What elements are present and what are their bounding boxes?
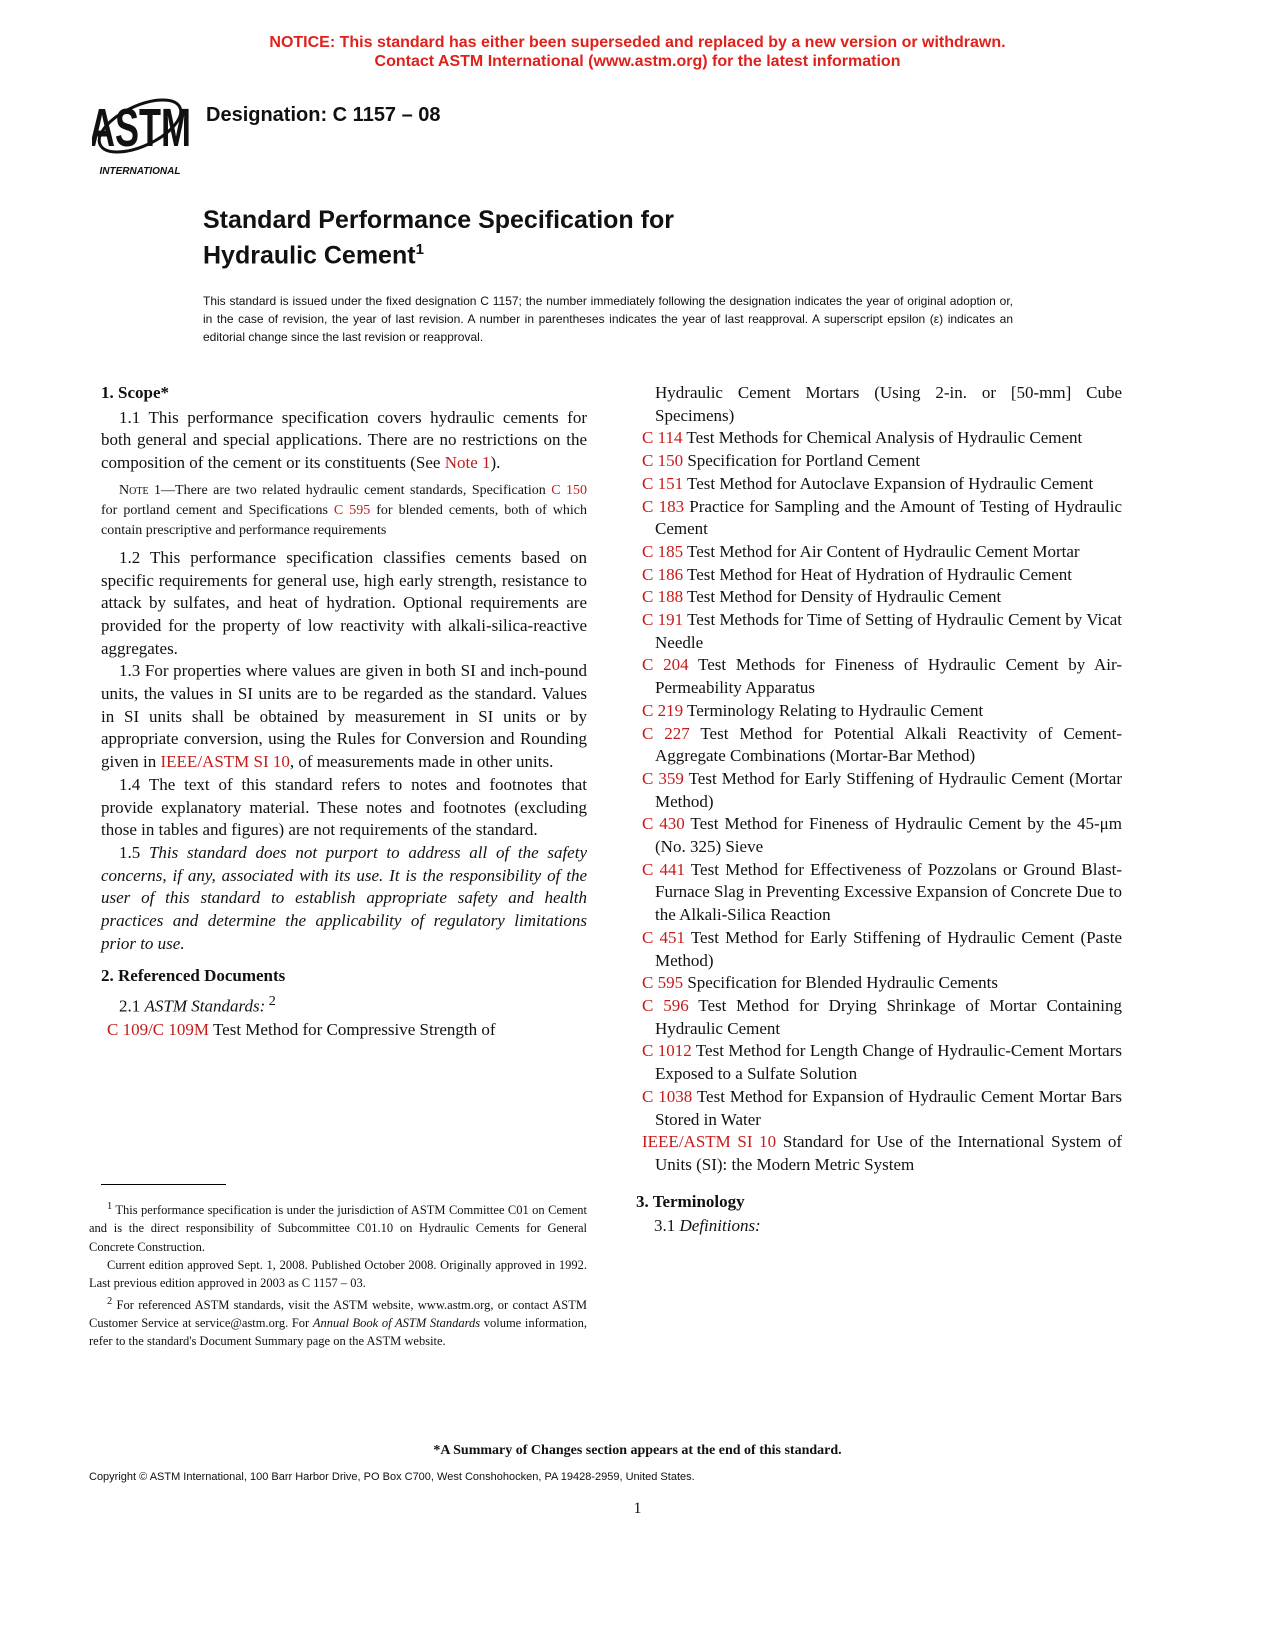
- reference-code[interactable]: C 183: [642, 496, 685, 516]
- reference-item: C 151 Test Method for Autoclave Expansion of Hydraulic Cement: [642, 473, 1094, 493]
- si10-link[interactable]: IEEE/ASTM SI 10: [160, 752, 290, 772]
- astm-logo-icon: [92, 86, 192, 178]
- reference-item-continued: Hydraulic Cement Mortars (Using 2-in. or [50-mm] Cube Specimens): [655, 383, 1122, 425]
- footnote-divider: [101, 1184, 226, 1185]
- reference-item: C 596 Test Method for Drying Shrinkage of Mortar Containing Hydraulic Cement: [642, 995, 1123, 1038]
- reference-code[interactable]: C 185: [642, 541, 684, 561]
- reference-code[interactable]: C 451: [642, 927, 685, 947]
- reference-code[interactable]: C 188: [642, 587, 684, 607]
- paragraph-1-2: 1.2 This performance specification classifies cements based on specific requirements for general use, high early strength, resistance to attack by sulfates, and heat of hydration. Optional requirements are provided for the property of low reactivity with alkali-silica-reactive aggregates.: [101, 547, 587, 658]
- page-number: 1: [633, 1500, 642, 1517]
- reference-code[interactable]: C 109/C 109M: [107, 1019, 210, 1039]
- reference-code[interactable]: C 430: [642, 814, 685, 834]
- reference-item: C 595 Specification for Blended Hydraulic Cements: [642, 973, 998, 993]
- title-line-2: Hydraulic Cement: [203, 241, 416, 270]
- paragraph-3-1: 3.1 Definitions:: [654, 1216, 761, 1236]
- section-2-heading: 2. Referenced Documents: [101, 966, 286, 986]
- designation: Designation: C 1157 – 08: [206, 104, 441, 126]
- reference-item: C 441 Test Method for Effectiveness of Pozzolans or Ground Blast-Furnace Slag in Preventing Excessive Expansion of Concrete Due to the Alkali-Silica Reaction: [642, 859, 1122, 925]
- svg-text:INTERNATIONAL: INTERNATIONAL: [99, 166, 181, 177]
- reference-item: C 359 Test Method for Early Stiffening of Hydraulic Cement (Mortar Method): [642, 768, 1123, 811]
- reference-item: C 191 Test Methods for Time of Setting of Hydraulic Cement by Vicat Needle: [642, 610, 1123, 652]
- title-footnote-mark: 1: [415, 241, 424, 258]
- footnote-2: $^2$ For referenced ASTM standards, visit the ASTM website, www.astm.org, or contact ASTM Customer Service at service@astm.org. For Annual Book of ASTM Standards volume information, refer to the standard's Document Summary page on the ASTM website.: [89, 1295, 587, 1349]
- paragraph-1-1: 1.1 This performance specification covers hydraulic cements for both general and special applications. There are no restrictions on the composition of the cement or its constituents (See Note 1).: [101, 407, 587, 473]
- reference-item: IEEE/ASTM SI 10 Standard for Use of the International System of Units (SI): the Modern Metric System: [642, 1132, 1122, 1174]
- copyright: Copyright © ASTM International, 100 Barr Harbor Drive, PO Box C700, West Conshohocken, PA 19428-2959, United States.: [89, 1471, 695, 1483]
- reference-item: C 183 Practice for Sampling and the Amount of Testing of Hydraulic Cement: [642, 496, 1122, 539]
- reference-item: C 150 Specification for Portland Cement: [642, 451, 921, 471]
- reference-item: C 1012 Test Method for Length Change of Hydraulic-Cement Mortars Exposed to a Sulfate Solution: [642, 1041, 1123, 1084]
- note-1-link[interactable]: Note 1: [444, 453, 491, 473]
- reference-item: C 430 Test Method for Fineness of Hydraulic Cement by the 45-μm (No. 325) Sieve: [642, 814, 1123, 857]
- summary-of-changes-note: *A Summary of Changes section appears at the end of this standard.: [433, 1443, 842, 1458]
- reference-code[interactable]: C 191: [642, 610, 684, 630]
- reference-item: C 219 Terminology Relating to Hydraulic Cement: [642, 700, 984, 720]
- c150-link[interactable]: C 150: [551, 482, 588, 498]
- paragraph-1-5: 1.5 This standard does not purport to address all of the safety concerns, if any, associated with its use. It is the responsibility of the user of this standard to establish appropriate safety and health practices and determine the applicability of regulatory limitations prior to use.: [101, 842, 587, 953]
- paragraph-1-3: 1.3 For properties where values are given in both SI and inch-pound units, the values in SI units are to be regarded as the standard. Values in SI units shall be obtained by measurement in SI units or by appropriate conversion, using the Rules for Conversion and Rounding given in IEEE/ASTM SI 10, of measurements made in other units.: [101, 661, 587, 772]
- reference-item: C 186 Test Method for Heat of Hydration of Hydraulic Cement: [642, 564, 1073, 584]
- paragraph-1-4: 1.4 The text of this standard refers to notes and footnotes that provide explanatory material. These notes and footnotes (excluding those in tables and figures) are not requirements of the standard.: [101, 774, 587, 840]
- reference-code[interactable]: C 204: [642, 655, 689, 675]
- reference-code[interactable]: C 151: [642, 473, 684, 493]
- reference-code[interactable]: IEEE/ASTM SI 10: [642, 1132, 777, 1152]
- reference-code[interactable]: C 186: [642, 564, 684, 584]
- reference-item: C 114 Test Methods for Chemical Analysis of Hydraulic Cement: [642, 428, 1083, 448]
- footnotes: [89, 1198, 587, 1351]
- reference-item: C 451 Test Method for Early Stiffening of Hydraulic Cement (Paste Method): [642, 927, 1122, 970]
- notice-line-2: Contact ASTM International (www.astm.org) for the latest information: [374, 53, 901, 70]
- reference-code[interactable]: C 596: [642, 995, 689, 1015]
- footnote-1-edition: Current edition approved Sept. 1, 2008. Published October 2008. Originally approved in 1992. Last previous edition approved in 2003 as C 1157 – 03.: [89, 1258, 587, 1291]
- document-title: [203, 205, 674, 270]
- reference-item: C 185 Test Method for Air Content of Hydraulic Cement Mortar: [642, 541, 1080, 561]
- svg-text:ASTM: ASTM: [92, 96, 191, 158]
- right-column: [636, 382, 1122, 1238]
- title-line-1: Standard Performance Specification for: [203, 206, 674, 234]
- section-1-heading: 1. Scope*: [101, 383, 169, 402]
- notice-line-1: NOTICE: This standard has either been superseded and replaced by a new version or withdrawn.: [269, 34, 1006, 51]
- paragraph-2-1: 2.1 ASTM Standards: $^2$: [119, 993, 276, 1016]
- reference-code[interactable]: C 359: [642, 768, 684, 788]
- left-column: [101, 382, 587, 1041]
- withdrawal-notice: [0, 33, 1275, 71]
- reference-code[interactable]: C 150: [642, 451, 684, 471]
- reference-code[interactable]: C 219: [642, 700, 684, 720]
- reference-item: C 109/C 109M Test Method for Compressive Strength of: [107, 1019, 496, 1039]
- reference-code[interactable]: C 595: [642, 973, 684, 993]
- astm-logo: [92, 86, 192, 178]
- c595-link[interactable]: C 595: [333, 502, 371, 518]
- reference-item: C 188 Test Method for Density of Hydraulic Cement: [642, 587, 1002, 607]
- note-1: Note 1—There are two related hydraulic cement standards, Specification C 150 for portland cement and Specifications C 595 for blended cements, both of which contain prescriptive and performance requirements: [101, 482, 588, 538]
- reference-item: C 1038 Test Method for Expansion of Hydraulic Cement Mortar Bars Stored in Water: [642, 1086, 1122, 1129]
- reference-item: C 204 Test Methods for Fineness of Hydraulic Cement by Air-Permeability Apparatus: [642, 655, 1122, 698]
- section-3-heading: 3. Terminology: [636, 1191, 745, 1211]
- footnote-1: $^1$ This performance specification is under the jurisdiction of ASTM Committee C01 on Cement and is the direct responsibility of Subcommittee C01.10 on Hydraulic Cements for General Concrete Construction.: [89, 1201, 587, 1254]
- reference-item: C 227 Test Method for Potential Alkali Reactivity of Cement-Aggregate Combinations (Mortar-Bar Method): [642, 723, 1122, 766]
- reference-code[interactable]: C 1038: [642, 1086, 693, 1106]
- reference-code[interactable]: C 1012: [642, 1041, 692, 1061]
- issuance-statement: This standard is issued under the fixed designation C 1157; the number immediately following the designation indicates the year of original adoption or, in the case of revision, the year of last revision. A number in parentheses indicates the year of last reapproval. A superscript epsilon (ε) indicates an editorial change since the last revision or reapproval.: [203, 294, 1013, 344]
- reference-code[interactable]: C 227: [642, 723, 690, 743]
- reference-code[interactable]: C 114: [642, 428, 683, 448]
- reference-code[interactable]: C 441: [642, 859, 685, 879]
